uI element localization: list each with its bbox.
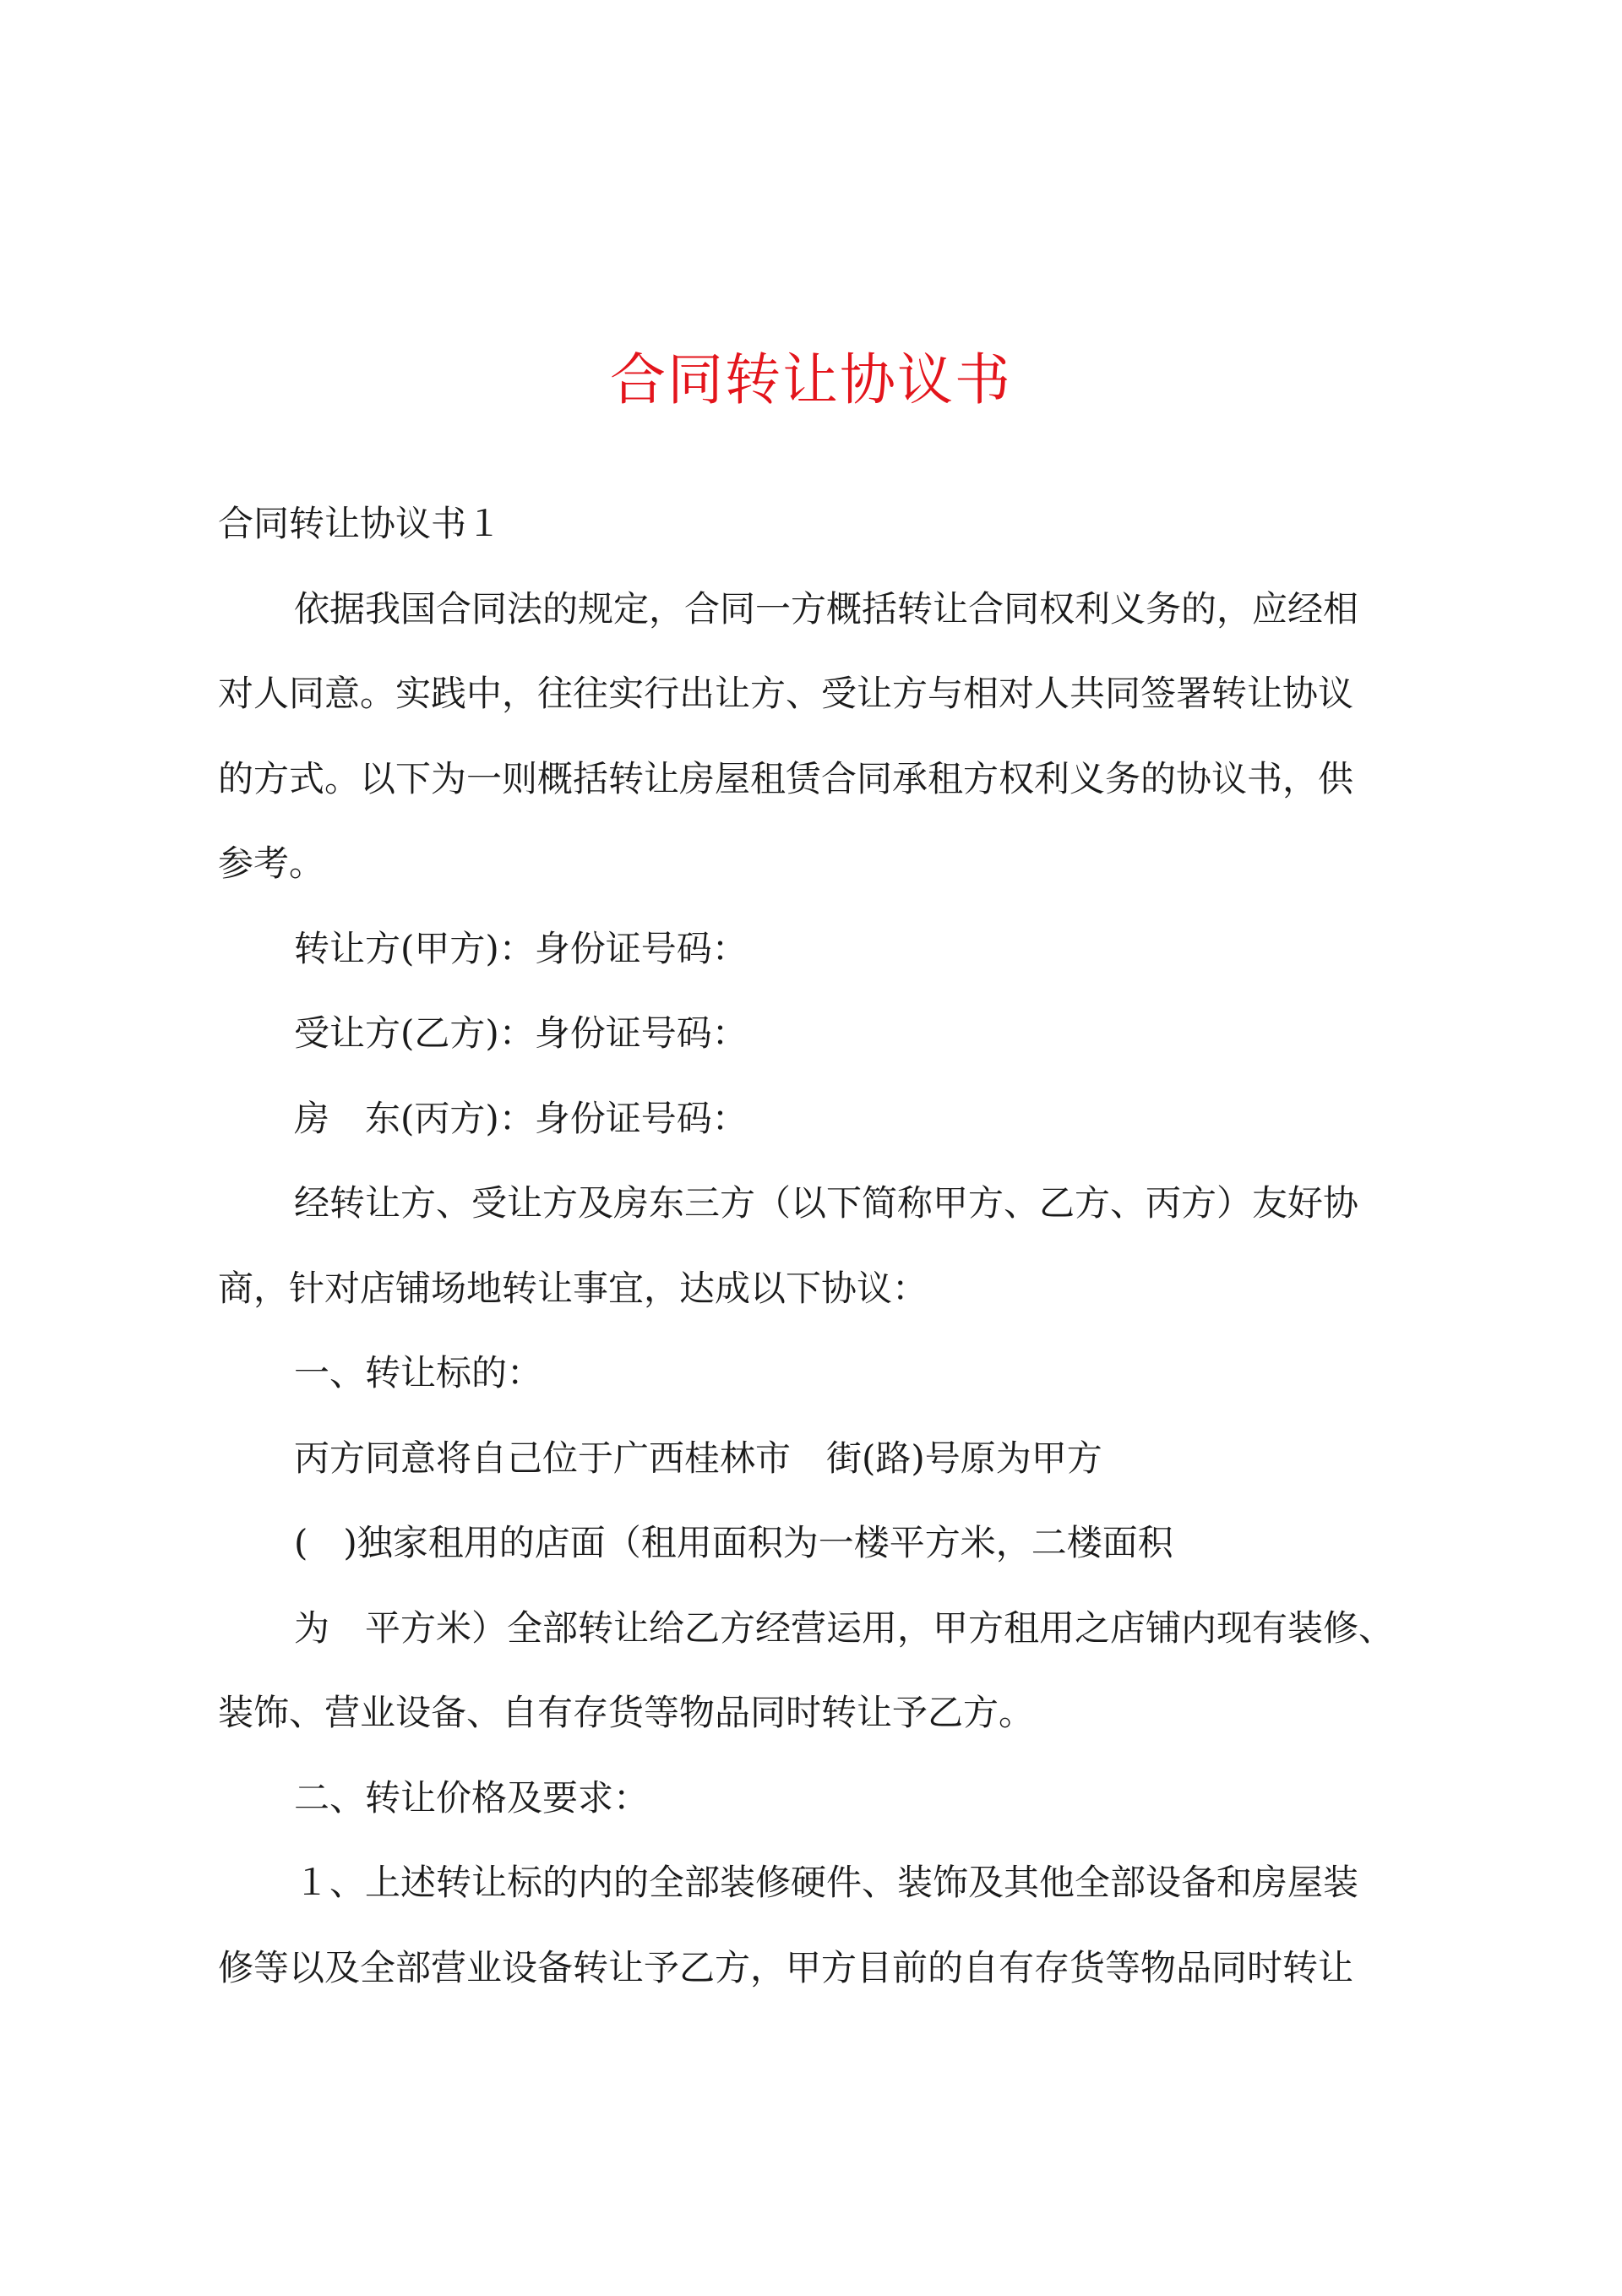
clause-heading: 二、转让价格及要求： <box>294 1776 650 1819</box>
clause-heading: 一、转让标的： <box>294 1352 543 1393</box>
paragraph-line: 修等以及全部营业设备转让予乙方，甲方目前的自有存货等物品同时转让 <box>218 1946 1354 1988</box>
paragraph-line: 对人同意。实践中，往往实行出让方、受让方与相对人共同签署转让协议 <box>218 673 1354 714</box>
document-body <box>218 482 1418 2010</box>
paragraph-line: 丙方同意将自己位于广西桂林市 街(路)号原为甲方 <box>294 1437 1102 1479</box>
paragraph-line: １、上述转让标的内的全部装修硬件、装饰及其他全部设备和房屋装 <box>294 1862 1359 1903</box>
paragraph-line: ( )独家租用的店面（租用面积为一楼平方米，二楼面积 <box>294 1522 1173 1563</box>
paragraph-line: 装饰、营业设备、自有存货等物品同时转让予乙方。 <box>218 1692 1035 1733</box>
party-line-transferor: 转让方(甲方)：身份证号码： <box>294 927 748 969</box>
document-title: 合同转让协议书 <box>610 347 1012 412</box>
party-line-transferee: 受让方(乙方)：身份证号码： <box>294 1012 748 1054</box>
paragraph-line: 为 平方米）全部转让给乙方经营运用，甲方租用之店铺内现有装修、 <box>294 1606 1395 1649</box>
paragraph-line: 的方式。以下为一则概括转让房屋租赁合同承租方权利义务的协议书，供 <box>218 757 1354 799</box>
section-heading: 合同转让协议书１ <box>218 503 503 544</box>
paragraph-line: 依据我国合同法的规定，合同一方概括转让合同权利义务的，应经相 <box>294 587 1359 630</box>
paragraph-line: 经转让方、受让方及房东三方（以下简称甲方、乙方、丙方）友好协 <box>294 1182 1359 1224</box>
paragraph-line: 参考。 <box>218 843 325 884</box>
party-line-landlord: 房 东(丙方)：身份证号码： <box>294 1097 748 1139</box>
paragraph-line: 商，针对店铺场地转让事宜，达成以下协议： <box>218 1267 928 1309</box>
